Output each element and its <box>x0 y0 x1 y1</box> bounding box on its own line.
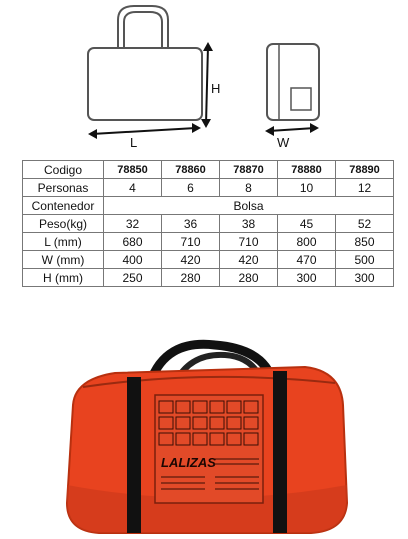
personas-cell: 6 <box>162 179 220 197</box>
personas-cell: 8 <box>220 179 278 197</box>
l-cell: 850 <box>336 233 394 251</box>
peso-cell: 52 <box>336 215 394 233</box>
row-header-h: H (mm) <box>23 269 104 287</box>
w-cell: 400 <box>104 251 162 269</box>
width-label: W <box>277 135 290 150</box>
l-cell: 680 <box>104 233 162 251</box>
w-cell: 470 <box>278 251 336 269</box>
contenedor-cell: Bolsa <box>104 197 394 215</box>
row-header-l: L (mm) <box>23 233 104 251</box>
peso-cell: 36 <box>162 215 220 233</box>
code-cell: 78860 <box>162 161 220 179</box>
row-header-peso: Peso(kg) <box>23 215 104 233</box>
strap-left <box>127 377 141 533</box>
product-photo-bag <box>55 335 355 535</box>
height-label: H <box>211 81 221 96</box>
personas-cell: 12 <box>336 179 394 197</box>
row-header-contenedor: Contenedor <box>23 197 104 215</box>
brand-logo-text: LALIZAS <box>161 455 216 470</box>
h-cell: 300 <box>336 269 394 287</box>
spec-table <box>22 160 394 287</box>
l-cell: 710 <box>220 233 278 251</box>
table-row-peso <box>23 215 394 233</box>
h-cell: 280 <box>162 269 220 287</box>
strap-right <box>273 371 287 533</box>
row-header-w: W (mm) <box>23 251 104 269</box>
personas-cell: 10 <box>278 179 336 197</box>
table-row-codes <box>23 161 394 179</box>
length-label: L <box>130 135 138 150</box>
peso-cell: 45 <box>278 215 336 233</box>
peso-cell: 38 <box>220 215 278 233</box>
peso-cell: 32 <box>104 215 162 233</box>
h-cell: 280 <box>220 269 278 287</box>
table-row-h <box>23 269 394 287</box>
table-row-l <box>23 233 394 251</box>
personas-cell: 4 <box>104 179 162 197</box>
w-cell: 500 <box>336 251 394 269</box>
table-row-personas <box>23 179 394 197</box>
instruction-panel <box>155 395 263 503</box>
h-cell: 250 <box>104 269 162 287</box>
code-cell: 78880 <box>278 161 336 179</box>
code-cell: 78870 <box>220 161 278 179</box>
w-cell: 420 <box>220 251 278 269</box>
h-cell: 300 <box>278 269 336 287</box>
bag-side-diagram <box>255 30 335 150</box>
w-cell: 420 <box>162 251 220 269</box>
l-cell: 800 <box>278 233 336 251</box>
bag-front-diagram <box>70 0 230 150</box>
code-cell: 78850 <box>104 161 162 179</box>
l-cell: 710 <box>162 233 220 251</box>
table-row-w <box>23 251 394 269</box>
row-header-codigo: Codigo <box>23 161 104 179</box>
table-row-contenedor <box>23 197 394 215</box>
code-cell: 78890 <box>336 161 394 179</box>
row-header-personas: Personas <box>23 179 104 197</box>
